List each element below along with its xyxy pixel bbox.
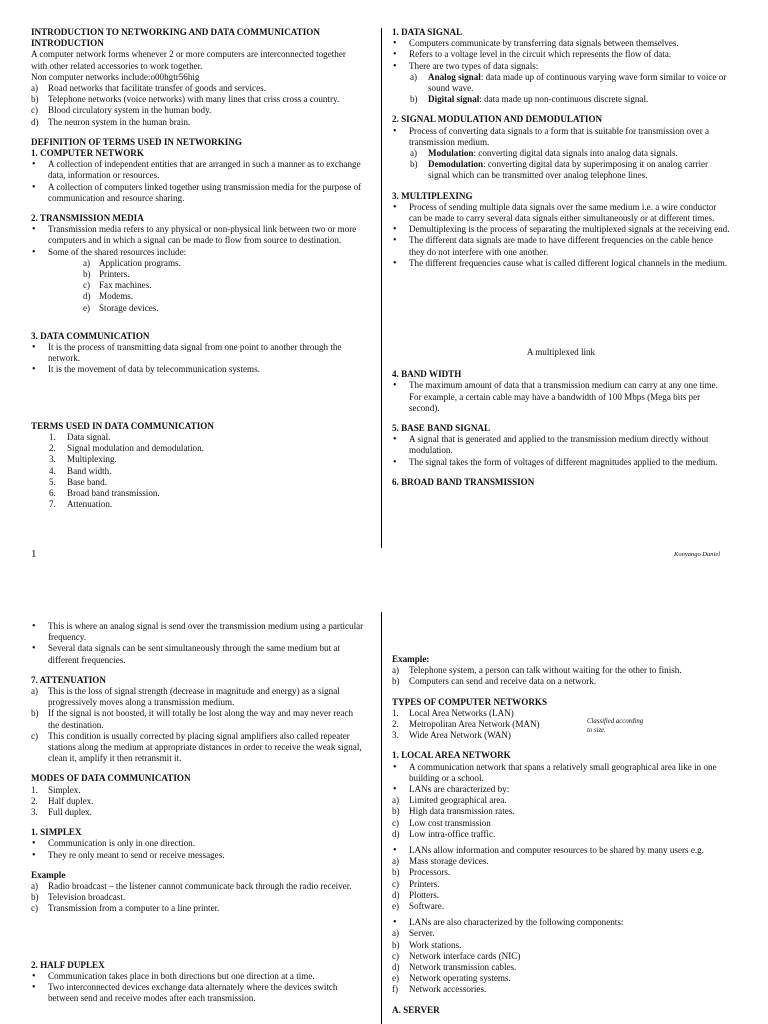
term-definition: : converting digital data signals into analog data signals. <box>473 148 678 159</box>
list-item: 2. Signal modulation and demodulation. <box>49 443 364 454</box>
author-name: Konyango Daniel <box>674 551 721 558</box>
page2-left-column <box>31 621 364 1004</box>
baseband-list <box>392 434 730 468</box>
list-item: • The different frequencies cause what is called different logical channels in the medium. <box>392 258 730 269</box>
list-item: a) Telephone system, a person can talk without waiting for the other to finish. <box>392 665 730 676</box>
lan-list <box>392 762 730 796</box>
list-item: • This is where an analog signal is send over the transmission medium using a particular frequency. <box>31 621 364 643</box>
list-item: c) Low cost transmission <box>392 818 730 829</box>
example-heading: Example: <box>392 654 430 664</box>
modes-heading: MODES OF DATA COMMUNICATION <box>31 773 191 784</box>
lan-characteristics <box>392 795 730 840</box>
term-definition: : converting digital data by superimposing it on analog carrier signal which can be transmitted over analog telephone lines. <box>428 159 709 181</box>
list-item: • It is the movement of data by telecommunication systems. <box>31 364 364 375</box>
list-item: c) Transmission from a computer to a line printer. <box>31 903 364 914</box>
transmission-media-list <box>31 224 364 258</box>
list-item: f) Network accessories. <box>392 984 730 995</box>
simplex-examples <box>31 881 364 915</box>
list-item: • Several data signals can be sent simultaneously through the same medium but at different frequencies. <box>31 643 364 665</box>
intro-heading: INTRODUCTION <box>31 38 104 49</box>
list-item: a) Server. <box>392 928 730 939</box>
broadband-heading: 6. BROAD BAND TRANSMISSION <box>392 476 535 487</box>
term-definition: : data made up of continuous varying wave form similar to voice or sound wave. <box>428 71 727 94</box>
list-item: • A collection of independent entities that are arranged in such a manner as to exchange data, information or resources. <box>31 159 364 181</box>
list-item: 3. Full duplex. <box>31 807 364 818</box>
network-types-list <box>392 708 730 742</box>
list-item: • The signal takes the form of voltages of different magnitudes applied to the medium. <box>392 457 730 468</box>
list-item: 6. Broad band transmission. <box>49 488 364 499</box>
non-computer-text: Non computer networks include:o00hgtr56hig <box>31 71 200 82</box>
list-item <box>410 148 730 159</box>
list-item: • A signal that is generated and applied to the transmission medium directly without modulation. <box>392 434 730 456</box>
bandwidth-heading: 4. BAND WIDTH <box>392 369 462 380</box>
list-item: 3. Multiplexing. <box>49 454 364 465</box>
data-signal-heading: 1. DATA SIGNAL <box>392 27 463 37</box>
page1-right-column <box>392 27 730 488</box>
list-item: b) Work stations. <box>392 940 730 951</box>
lan-share-list <box>392 845 730 856</box>
list-item: b) Telephone networks (voice networks) with many lines that criss cross a country. <box>31 94 364 105</box>
term-label: Analog signal <box>428 71 481 82</box>
list-item <box>410 72 730 94</box>
half-duplex-heading: 2. HALF DUPLEX <box>31 959 105 970</box>
list-item: e) Software. <box>392 901 730 912</box>
list-item: d) Network transmission cables. <box>392 962 730 973</box>
server-heading: A. SERVER <box>392 1004 440 1015</box>
list-item: a) Mass storage devices. <box>392 856 730 867</box>
list-item: • Communication takes place in both directions but one direction at a time. <box>31 971 364 982</box>
list-item: • Some of the shared resources include: <box>31 247 364 258</box>
classification-note: Classified according to size. <box>587 718 644 734</box>
list-item: • Process of converting data signals to a form that is suitable for transmission over a transmission medium. <box>392 126 730 148</box>
attenuation-heading: 7. ATTENUATION <box>31 674 106 685</box>
list-item: a) Road networks that facilitate transfer of goods and services. <box>31 83 364 94</box>
modulation-list <box>392 126 730 148</box>
list-item: e) Storage devices. <box>83 303 364 314</box>
list-item: • There are two types of data signals: <box>392 61 730 72</box>
lan-components <box>392 928 730 995</box>
duplex-examples <box>392 665 730 687</box>
list-item: 1. Simplex. <box>31 785 364 796</box>
term-label: Demodulation <box>428 159 484 170</box>
list-item: e) Network operating systems. <box>392 973 730 984</box>
figure-caption: A multiplexed link <box>526 347 596 358</box>
terms-heading: TERMS USED IN DATA COMMUNICATION <box>31 420 214 431</box>
definition-heading: DEFINITION OF TERMS USED IN NETWORKING <box>31 136 242 147</box>
list-item: • Computers communicate by transferring data signals between themselves. <box>392 38 730 49</box>
list-item: • Two interconnected devices exchange data alternately where the devices switch between send and receive modes after each transmission. <box>31 982 364 1004</box>
data-communication-heading: 3. DATA COMMUNICATION <box>31 330 150 341</box>
page1-left-column <box>31 27 364 510</box>
list-item: d) The neuron system in the human brain. <box>31 117 364 128</box>
list-item: • A collection of computers linked together using transmission media for the purpose of communication and resource sharing. <box>31 182 364 204</box>
list-item: • A communication network that spans a relatively small geographical area like in one building or a school. <box>392 762 730 784</box>
list-item: a) Radio broadcast – the listener cannot communicate back through the radio receiver. <box>31 881 364 892</box>
list-item: d) Plotters. <box>392 890 730 901</box>
list-item: • Refers to a voltage level in the circuit which represents the flow of data. <box>392 49 730 60</box>
terms-list <box>49 432 364 510</box>
data-communication-list <box>31 342 364 376</box>
data-signal-list <box>392 38 730 72</box>
list-item: 2. Half duplex. <box>31 796 364 807</box>
column-divider <box>381 612 382 1024</box>
list-item: c) Fax machines. <box>83 280 364 291</box>
simplex-heading: 1. SIMPLEX <box>31 827 82 838</box>
bandwidth-list <box>392 380 730 414</box>
list-item: • LANs allow information and computer resources to be shared by many users e.g. <box>392 845 730 856</box>
term-definition: : data made up non-continuous discrete signal. <box>479 94 649 105</box>
page-number: 1 <box>31 548 37 560</box>
baseband-heading: 5. BASE BAND SIGNAL <box>392 423 491 434</box>
list-item: 4. Band width. <box>49 466 364 477</box>
list-item: a) This is the loss of signal strength (decrease in magnitude and energy) as a signal progressively moves along a transmission medium. <box>31 686 364 708</box>
list-item: b) If the signal is not boosted, it will totally be lost along the way and may never reach the destination. <box>31 708 364 730</box>
list-item: 1. Data signal. <box>49 432 364 443</box>
list-item: d) Low intra-office traffic. <box>392 829 730 840</box>
list-item: b) High data transmission rates. <box>392 806 730 817</box>
list-item: b) Television broadcast. <box>31 892 364 903</box>
list-item: c) Network interface cards (NIC) <box>392 951 730 962</box>
list-item: • The maximum amount of data that a transmission medium can carry at any one time. For example, a certain cable may have a bandwidth of 100 Mbps (Mega bits per second). <box>392 380 730 414</box>
modulation-types <box>410 148 730 182</box>
list-item <box>410 94 730 105</box>
list-item: c) Printers. <box>392 879 730 890</box>
multiplexing-list <box>392 202 730 269</box>
list-item: • LANs are also characterized by the following components: <box>392 917 730 928</box>
broadband-list <box>31 621 364 666</box>
intro-text: A computer network forms whenever 2 or more computers are interconnected together with other related accessories to work together. <box>31 49 346 71</box>
list-item: b) Processors. <box>392 867 730 878</box>
attenuation-list <box>31 686 364 764</box>
list-item: • It is the process of transmitting data signal from one point to another through the network. <box>31 342 364 364</box>
lan-resources <box>392 856 730 912</box>
transmission-media-heading: 2. TRANSMISSION MEDIA <box>31 213 144 224</box>
document-page-2 <box>0 612 768 1024</box>
list-item: a) Limited geographical area. <box>392 795 730 806</box>
list-item: • Communication is only in one direction. <box>31 838 364 849</box>
modulation-heading: 2. SIGNAL MODULATION AND DEMODULATION <box>392 114 603 125</box>
list-item: d) Modems. <box>83 291 364 302</box>
list-item: • Demultiplexing is the process of separating the multiplexed signals at the receiving end. <box>392 224 730 235</box>
page2-right-column <box>392 654 730 1016</box>
computer-network-list <box>31 159 364 204</box>
shared-resources-list <box>83 258 364 314</box>
list-item: • They re only meant to send or receive messages. <box>31 850 364 861</box>
list-item: 5. Base band. <box>49 477 364 488</box>
data-signal-types <box>410 72 730 106</box>
list-item: 7. Attenuation. <box>49 499 364 510</box>
list-item: a) Application programs. <box>83 258 364 269</box>
half-duplex-list <box>31 971 364 1005</box>
simplex-list <box>31 838 364 860</box>
computer-network-heading: 1. COMPUTER NETWORK <box>31 148 144 159</box>
list-item <box>410 159 730 181</box>
term-label: Digital signal <box>428 94 480 105</box>
non-computer-list <box>31 83 364 128</box>
list-item: 1. Local Area Networks (LAN) <box>392 708 730 719</box>
list-item: • The different data signals are made to have different frequencies on the cable hence they do not interfere with one another. <box>392 235 730 257</box>
multiplexing-heading: 3. MULTIPLEXING <box>392 190 473 201</box>
list-item: c) Blood circulatory system in the human body. <box>31 105 364 116</box>
main-title: INTRODUCTION TO NETWORKING AND DATA COMMUNICATION <box>31 27 320 37</box>
list-item: c) This condition is usually corrected by placing signal amplifiers also called repeater stations along the medium at appropriate distances in order to receive the weak signal, clean it, amplify it then retransmit it. <box>31 731 364 765</box>
list-item: • LANs are characterized by: <box>392 784 730 795</box>
example-heading: Example <box>31 869 66 880</box>
modes-list <box>31 785 364 819</box>
list-item: • Process of sending multiple data signals over the same medium i.e. a wire conductor can be made to carry several data signals either simultaneously or at different times. <box>392 202 730 224</box>
column-divider <box>381 28 382 548</box>
list-item: 2. Metropolitan Area Network (MAN) <box>392 719 730 730</box>
lan-components-intro <box>392 917 730 928</box>
list-item: 3. Wide Area Network (WAN) <box>392 730 730 741</box>
list-item: b) Computers can send and receive data on a network. <box>392 676 730 687</box>
term-label: Modulation <box>428 148 474 159</box>
lan-heading: 1. LOCAL AREA NETWORK <box>392 750 511 761</box>
list-item: • Transmission media refers to any physical or non-physical link between two or more computers and in which a signal can be made to flow from source to destination. <box>31 224 364 246</box>
network-types-heading: TYPES OF COMPUTER NETWORKS <box>392 696 548 707</box>
list-item: b) Printers. <box>83 269 364 280</box>
